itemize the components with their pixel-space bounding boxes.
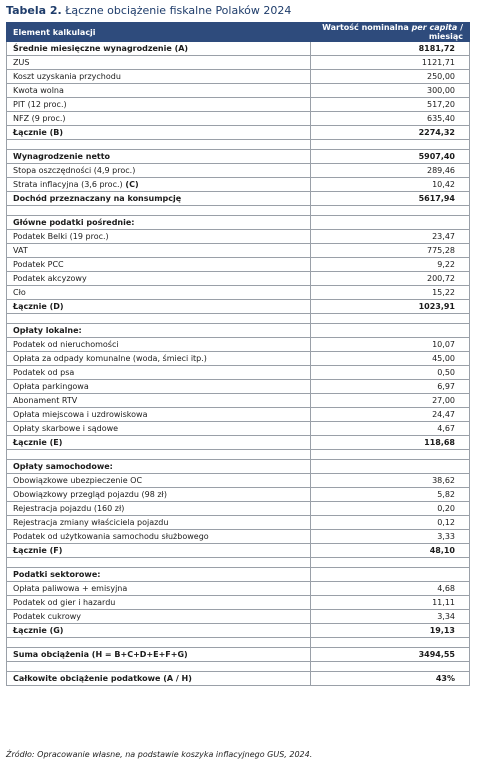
table-number: Tabela 2. bbox=[6, 4, 62, 17]
header-element: Element kalkulacji bbox=[7, 23, 311, 42]
table-row bbox=[7, 216, 470, 230]
row-label-text: Obowiązkowy przegląd pojazdu (98 zł) bbox=[13, 490, 167, 499]
row-label bbox=[7, 164, 311, 178]
table-body bbox=[7, 42, 470, 686]
row-value: 8181,72 bbox=[311, 42, 470, 56]
row-label bbox=[7, 244, 311, 258]
table-row bbox=[7, 324, 470, 338]
row-label bbox=[7, 568, 311, 582]
row-value: 24,47 bbox=[311, 408, 470, 422]
spacer-cell bbox=[7, 314, 311, 324]
table-row bbox=[7, 230, 470, 244]
table-row bbox=[7, 530, 470, 544]
row-label bbox=[7, 112, 311, 126]
row-value: 9,22 bbox=[311, 258, 470, 272]
row-label-text: Opłaty samochodowe: bbox=[13, 462, 113, 471]
header-value-italic: per capita bbox=[411, 23, 458, 32]
row-label bbox=[7, 150, 311, 164]
row-value: 118,68 bbox=[311, 436, 470, 450]
table-row bbox=[7, 488, 470, 502]
table-row bbox=[7, 244, 470, 258]
spacer-row bbox=[7, 638, 470, 648]
table-row bbox=[7, 272, 470, 286]
spacer-cell bbox=[311, 140, 470, 150]
table-row bbox=[7, 98, 470, 112]
row-value: 48,10 bbox=[311, 544, 470, 558]
row-label-text: Łącznie (G) bbox=[13, 626, 64, 635]
table-row bbox=[7, 460, 470, 474]
row-label bbox=[7, 502, 311, 516]
row-label-text: Podatek cukrowy bbox=[13, 612, 82, 621]
row-label-text: Łącznie (B) bbox=[13, 128, 63, 137]
table-row bbox=[7, 84, 470, 98]
row-label bbox=[7, 544, 311, 558]
row-value: 27,00 bbox=[311, 394, 470, 408]
row-label-text: Suma obciążenia (H = B+C+D+E+F+G) bbox=[13, 650, 188, 659]
row-label bbox=[7, 178, 311, 192]
row-label bbox=[7, 230, 311, 244]
table-row bbox=[7, 56, 470, 70]
table-row bbox=[7, 150, 470, 164]
row-label-text: VAT bbox=[13, 246, 28, 255]
spacer-cell bbox=[311, 558, 470, 568]
spacer-row bbox=[7, 450, 470, 460]
table-row bbox=[7, 352, 470, 366]
row-label bbox=[7, 474, 311, 488]
row-label-text: Główne podatki pośrednie: bbox=[13, 218, 135, 227]
spacer-row bbox=[7, 314, 470, 324]
spacer-cell bbox=[7, 558, 311, 568]
row-label bbox=[7, 672, 311, 686]
spacer-row bbox=[7, 662, 470, 672]
row-label-text: Opłata paliwowa + emisyjna bbox=[13, 584, 128, 593]
table-row bbox=[7, 596, 470, 610]
spacer-cell bbox=[311, 314, 470, 324]
row-label-text: ZUS bbox=[13, 58, 30, 67]
table-row bbox=[7, 408, 470, 422]
row-value: 200,72 bbox=[311, 272, 470, 286]
row-label-text: Wynagrodzenie netto bbox=[13, 152, 111, 161]
row-label-text: Średnie miesięczne wynagrodzenie (A) bbox=[13, 44, 189, 53]
row-label-text: Podatki sektorowe: bbox=[13, 570, 101, 579]
spacer-row bbox=[7, 206, 470, 216]
row-label bbox=[7, 192, 311, 206]
row-label bbox=[7, 84, 311, 98]
row-label-text: Podatek od gier i hazardu bbox=[13, 598, 116, 607]
row-value bbox=[311, 568, 470, 582]
row-value: 38,62 bbox=[311, 474, 470, 488]
row-label bbox=[7, 352, 311, 366]
spacer-row bbox=[7, 140, 470, 150]
spacer-cell bbox=[311, 638, 470, 648]
row-label-text: Strata inflacyjna (3,6 proc.) bbox=[13, 180, 123, 189]
table-row bbox=[7, 258, 470, 272]
table-row bbox=[7, 366, 470, 380]
table-row bbox=[7, 380, 470, 394]
row-value: 289,46 bbox=[311, 164, 470, 178]
row-value: 19,13 bbox=[311, 624, 470, 638]
spacer-cell bbox=[311, 662, 470, 672]
row-label bbox=[7, 530, 311, 544]
table-row bbox=[7, 544, 470, 558]
header-value-prefix: Wartość nominalna bbox=[322, 23, 412, 32]
row-value: 2274,32 bbox=[311, 126, 470, 140]
table-row bbox=[7, 516, 470, 530]
row-label bbox=[7, 488, 311, 502]
row-value: 6,97 bbox=[311, 380, 470, 394]
spacer-cell bbox=[7, 638, 311, 648]
row-label bbox=[7, 366, 311, 380]
table-row bbox=[7, 192, 470, 206]
table-row bbox=[7, 300, 470, 314]
row-label-text: Całkowite obciążenie podatkowe (A / H) bbox=[13, 674, 192, 683]
table-title: Łączne obciążenie fiskalne Polaków 2024 bbox=[61, 4, 292, 17]
row-label bbox=[7, 56, 311, 70]
table-row bbox=[7, 164, 470, 178]
row-value: 517,20 bbox=[311, 98, 470, 112]
table-row bbox=[7, 672, 470, 686]
row-value: 3494,55 bbox=[311, 648, 470, 662]
row-label-text: Koszt uzyskania przychodu bbox=[13, 72, 121, 81]
row-value: 0,20 bbox=[311, 502, 470, 516]
row-label bbox=[7, 324, 311, 338]
table-header-row bbox=[7, 23, 470, 42]
row-label-text: Łącznie (D) bbox=[13, 302, 64, 311]
row-label-text: NFZ (9 proc.) bbox=[13, 114, 66, 123]
row-value: 10,07 bbox=[311, 338, 470, 352]
row-label-text: PIT (12 proc.) bbox=[13, 100, 67, 109]
row-value: 45,00 bbox=[311, 352, 470, 366]
row-label-text: Opłaty skarbowe i sądowe bbox=[13, 424, 119, 433]
row-label-text: Opłata parkingowa bbox=[13, 382, 89, 391]
row-value bbox=[311, 460, 470, 474]
source-note: Źródło: Opracowanie własne, na podstawie koszyka inflacyjnego GUS, 2024. bbox=[6, 750, 313, 759]
row-value: 1121,71 bbox=[311, 56, 470, 70]
spacer-cell bbox=[7, 140, 311, 150]
spacer-cell bbox=[311, 450, 470, 460]
table-row bbox=[7, 648, 470, 662]
row-label-text: Rejestracja pojazdu (160 zł) bbox=[13, 504, 125, 513]
row-label-text: Podatek Belki (19 proc.) bbox=[13, 232, 109, 241]
spacer-cell bbox=[311, 206, 470, 216]
table-row bbox=[7, 126, 470, 140]
row-label bbox=[7, 582, 311, 596]
row-label-text: Abonament RTV bbox=[13, 396, 78, 405]
row-label bbox=[7, 422, 311, 436]
row-label-text: Opłata za odpady komunalne (woda, śmieci itp.) bbox=[13, 354, 207, 363]
row-value: 5,82 bbox=[311, 488, 470, 502]
row-label bbox=[7, 596, 311, 610]
row-label bbox=[7, 338, 311, 352]
row-value: 23,47 bbox=[311, 230, 470, 244]
row-label bbox=[7, 394, 311, 408]
row-value: 10,42 bbox=[311, 178, 470, 192]
row-value: 5907,40 bbox=[311, 150, 470, 164]
table-row bbox=[7, 568, 470, 582]
table-row bbox=[7, 70, 470, 84]
table-row bbox=[7, 42, 470, 56]
spacer-cell bbox=[7, 206, 311, 216]
row-label-text: Opłaty lokalne: bbox=[13, 326, 82, 335]
row-value: 5617,94 bbox=[311, 192, 470, 206]
row-value bbox=[311, 324, 470, 338]
row-label bbox=[7, 648, 311, 662]
header-value bbox=[311, 23, 470, 42]
row-label bbox=[7, 300, 311, 314]
row-label-text: Łącznie (F) bbox=[13, 546, 63, 555]
row-label bbox=[7, 516, 311, 530]
row-label bbox=[7, 70, 311, 84]
row-label bbox=[7, 286, 311, 300]
row-value: 11,11 bbox=[311, 596, 470, 610]
table-row bbox=[7, 178, 470, 192]
row-value: 4,68 bbox=[311, 582, 470, 596]
row-label-text: Łącznie (E) bbox=[13, 438, 63, 447]
table-row bbox=[7, 394, 470, 408]
row-value: 0,50 bbox=[311, 366, 470, 380]
table-row bbox=[7, 624, 470, 638]
row-label-text: Podatek od psa bbox=[13, 368, 75, 377]
row-label bbox=[7, 258, 311, 272]
row-label bbox=[7, 380, 311, 394]
table-caption bbox=[6, 4, 291, 18]
row-label-text: Podatek od nieruchomości bbox=[13, 340, 119, 349]
row-label bbox=[7, 610, 311, 624]
table-row bbox=[7, 338, 470, 352]
row-label-text: Stopa oszczędności (4,9 proc.) bbox=[13, 166, 136, 175]
table-row bbox=[7, 582, 470, 596]
spacer-row bbox=[7, 558, 470, 568]
row-value: 635,40 bbox=[311, 112, 470, 126]
row-label bbox=[7, 42, 311, 56]
table-row bbox=[7, 286, 470, 300]
row-value: 250,00 bbox=[311, 70, 470, 84]
row-label-text: Obowiązkowe ubezpieczenie OC bbox=[13, 476, 143, 485]
row-label-text: Opłata miejscowa i uzdrowiskowa bbox=[13, 410, 148, 419]
row-label-text: Podatek od użytkowania samochodu służbowego bbox=[13, 532, 209, 541]
row-value: 0,12 bbox=[311, 516, 470, 530]
row-value: 43% bbox=[311, 672, 470, 686]
row-label-text: Kwota wolna bbox=[13, 86, 64, 95]
row-value: 4,67 bbox=[311, 422, 470, 436]
row-label bbox=[7, 272, 311, 286]
row-label-text: Podatek akcyzowy bbox=[13, 274, 87, 283]
table-row bbox=[7, 502, 470, 516]
row-label-text: Dochód przeznaczany na konsumpcję bbox=[13, 194, 182, 203]
table-row bbox=[7, 422, 470, 436]
row-value: 1023,91 bbox=[311, 300, 470, 314]
row-label bbox=[7, 126, 311, 140]
spacer-cell bbox=[7, 662, 311, 672]
fiscal-burden-table bbox=[6, 22, 470, 686]
row-label bbox=[7, 624, 311, 638]
row-label-suffix: (C) bbox=[122, 180, 139, 189]
header-value-suffix: / miesiąc bbox=[428, 23, 463, 41]
row-value: 3,33 bbox=[311, 530, 470, 544]
row-label bbox=[7, 216, 311, 230]
row-value bbox=[311, 216, 470, 230]
row-label bbox=[7, 460, 311, 474]
row-label-text: Podatek PCC bbox=[13, 260, 64, 269]
row-value: 775,28 bbox=[311, 244, 470, 258]
row-value: 15,22 bbox=[311, 286, 470, 300]
spacer-cell bbox=[7, 450, 311, 460]
table-row bbox=[7, 610, 470, 624]
row-label-text: Rejestracja zmiany właściciela pojazdu bbox=[13, 518, 169, 527]
row-label bbox=[7, 436, 311, 450]
row-value: 3,34 bbox=[311, 610, 470, 624]
row-label bbox=[7, 98, 311, 112]
row-value: 300,00 bbox=[311, 84, 470, 98]
row-label bbox=[7, 408, 311, 422]
row-label-text: Cło bbox=[13, 288, 26, 297]
table-row bbox=[7, 474, 470, 488]
table-row bbox=[7, 112, 470, 126]
table-row bbox=[7, 436, 470, 450]
